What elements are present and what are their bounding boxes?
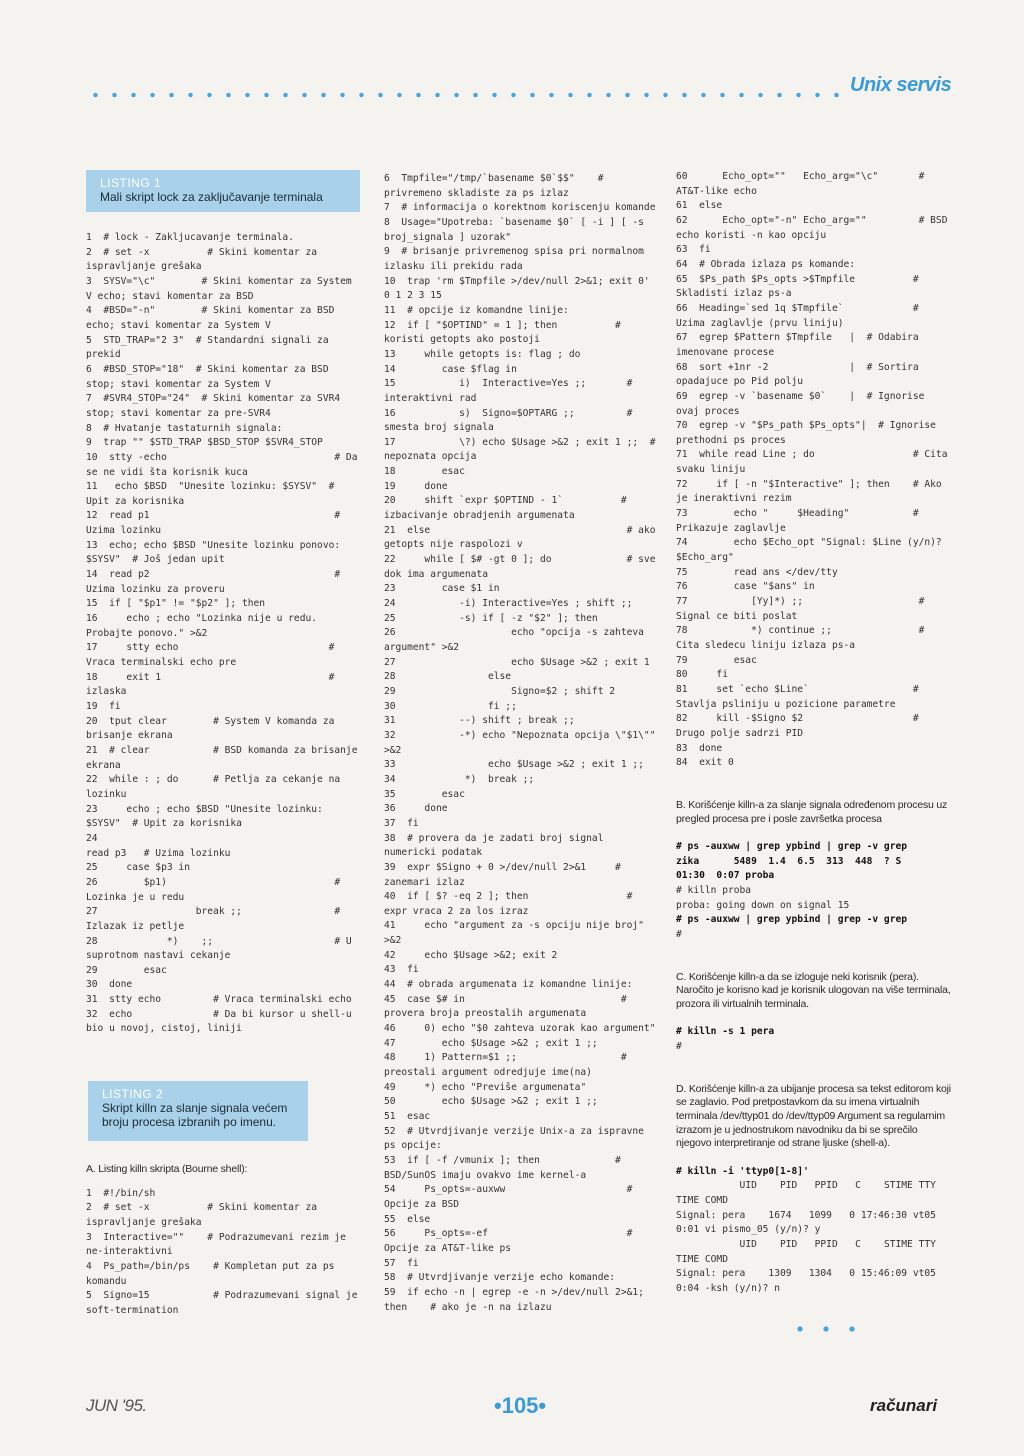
code-line: 4 Ps_path=/bin/ps # Kompletan put za ps komandu	[86, 1260, 341, 1287]
listing-1-code	[86, 231, 364, 1037]
code-line: 13 while getopts is: flag ; do	[384, 348, 581, 360]
page-number: •105•	[494, 1393, 547, 1418]
code-line: 39 expr $Signo + 0 >/dev/null 2>&1 # zanemari izlaz	[384, 861, 627, 888]
code-line: # killn -i 'ttyp0[1-8]'	[676, 1165, 809, 1177]
section-d-text: D. Korišćenje killn-a za ubijanje procesa sa tekst editorom koji se zaglavio. Pod pretpostavkom da su imena virtualnih terminala /dev/ttyp01 do /dev/ttyp09 Argument sa regularnim izrazom je u jednostrukom navodniku da bi se sprečilo njegovo interpretiranje od strane ljuske (shell-a).	[676, 1082, 951, 1150]
code-line: 62 Echo_opt="-n" Echo_arg="" # BSD echo koristi -n kao opciju	[676, 214, 954, 241]
code-line: 22 while : ; do # Petlja za cekanje na lozinku	[86, 774, 346, 800]
code-line: 23 echo ; echo $BSD "Unesite lozinku: $SYSV" # Upit za korisnika	[86, 803, 329, 830]
code-line: 31 --) shift ; break ;;	[384, 715, 575, 727]
listing-2-label: LISTING 2	[102, 1087, 164, 1102]
listing-1-box	[86, 170, 360, 212]
code-line: 73 echo " $Heading" # Prikazuje zaglavlje	[676, 508, 925, 534]
code-line: 37 fi	[384, 817, 419, 829]
code-line: 81 set `echo $Line` # Stavlja psliniju u pozicione parametre	[676, 683, 925, 710]
section-d-code	[676, 1165, 952, 1297]
issue-date: JUN '95.	[86, 1396, 147, 1415]
code-line: # killn -s 1 pera	[676, 1026, 775, 1038]
code-line: 10 stty -echo # Da se ne vidi šta korisnik kuca	[86, 451, 364, 478]
code-line: 30 fi ;;	[384, 700, 517, 712]
code-line: 83 done	[676, 742, 723, 754]
code-line: 47 echo $Usage >&2 ; exit 1 ;;	[384, 1037, 598, 1049]
code-line: 41 echo "argument za -s opciju nije broj" >&2	[384, 920, 650, 947]
code-line: 27 echo $Usage >&2 ; exit 1	[384, 656, 650, 668]
code-line: 84 exit 0	[676, 757, 734, 769]
code-line: 22 while [ $# -gt 0 ]; do # sve dok ima argumenata	[384, 554, 662, 580]
code-line: 28 else	[384, 671, 512, 683]
code-line: Signal: pera 1309 1304 0 15:46:09 vt05 0:04 -ksh (y/n)? n	[676, 1268, 948, 1294]
code-line: 10 trap 'rm $Tmpfile >/dev/null 2>&1; exit 0' 0 1 2 3 15	[384, 275, 656, 302]
column-1	[86, 170, 364, 1319]
code-line: 25 case $p3 in	[86, 862, 190, 874]
code-line: 24 read p3 # Uzima lozinku	[86, 832, 341, 859]
code-line: UID PID PPID C STIME TTY TIME COMD	[676, 1180, 942, 1207]
code-line: 56 Ps_opts=-ef # Opcije za AT&T-like ps	[384, 1228, 639, 1254]
code-line: 26 $p1) # Lozinka je u redu	[86, 876, 346, 903]
code-line: 51 esac	[384, 1111, 431, 1122]
code-line: 21 # clear # BSD komanda za brisanje ekrana	[86, 744, 364, 771]
code-line: 6 Tmpfile="/tmp/`basename $0`$$" # privremeno skladiste za ps izlaz	[384, 173, 610, 199]
code-line: 59 if echo -n | egrep -e -n >/dev/null 2>&1; then # ako je -n na izlazu	[384, 1286, 650, 1313]
code-line: 53 if [ -f /vmunix ]; then # BSD/SunOS imaju ovakvo ime kernel-a	[384, 1154, 627, 1181]
code-line: 69 egrep -v `basename $0` | # Ignorise ovaj proces	[676, 390, 931, 417]
column-2	[384, 172, 662, 1315]
code-line: 60 Echo_opt="" Echo_arg="\c" # AT&T-like echo	[676, 171, 931, 197]
listing-2-code	[86, 1187, 364, 1319]
code-line: 16 s) Signo=$OPTARG ;; # smesta broj signala	[384, 407, 639, 434]
code-line: 27 break ;; # Izlazak iz petlje	[86, 906, 346, 932]
code-line: 16 echo ; echo "Lozinka nije u redu. Probajte ponovo." >&2	[86, 613, 323, 639]
code-line: 2 # set -x # Skini komentar za ispravljanje grešaka	[86, 246, 323, 273]
code-line: zika 5489 1.4 6.5 313 448 ? S 01:30 0:07 proba	[676, 855, 925, 882]
code-line: # ps -auxww | grep ypbind | grep -v grep	[676, 841, 908, 853]
code-line: #	[676, 1041, 682, 1053]
code-line: 76 case "$ans" in	[676, 581, 815, 593]
code-line: 35 esac	[384, 788, 465, 800]
listing-2-code-end	[676, 170, 952, 771]
code-line: 34 *) break ;;	[384, 773, 535, 785]
code-line: 12 if [ "$OPTIND" = 1 ]; then # koristi getopts ako postoji	[384, 319, 627, 346]
code-line: 5 Signo=15 # Podrazumevani signal je soft-termination	[86, 1290, 364, 1316]
code-line: 57 fi	[384, 1257, 419, 1269]
code-line: 30 done	[86, 979, 133, 991]
code-line: 29 Signo=$2 ; shift 2	[384, 685, 616, 697]
section-b-text: B. Korišćenje killn-a za slanje signala određenom procesu uz pregled procesa pre i posle završetka procesa	[676, 798, 948, 825]
code-line: 3 Interactive="" # Podrazumevani rezim je ne-interaktivni	[86, 1231, 352, 1258]
code-line: 80 fi	[676, 669, 728, 681]
listing-2-code-continued	[384, 172, 662, 1315]
end-of-article-dots	[787, 1325, 857, 1333]
code-line: 12 read p1 # Uzima lozinku	[86, 510, 346, 537]
code-line: 3 SYSV="\c" # Skini komentar za System V echo; stavi komentar za BSD	[86, 275, 358, 302]
code-line: 46 0) echo "$0 zahteva uzorak kao argument"	[384, 1023, 656, 1035]
code-line: 72 if [ -n "$Interactive" ]; then # Ako je ineraktivni rezim	[676, 478, 948, 505]
code-line: 63 fi	[676, 244, 711, 256]
code-line: 20 shift `expr $OPTIND - 1` # izbacivanje obradjenih argumenata	[384, 495, 633, 522]
code-line: 77 [Yy]*) ;; # Signal ce biti poslat	[676, 596, 931, 622]
code-line: 65 $Ps_path $Ps_opts >$Tmpfile # Skladisti izlaz ps-a	[676, 273, 925, 300]
code-line: 32 -*) echo "Nepoznata opcija \"$1\"" >&2	[384, 729, 662, 756]
code-line: 7 # informacija o korektnom koriscenju komande	[384, 202, 656, 214]
code-line: 33 echo $Usage >&2 ; exit 1 ;;	[384, 759, 644, 771]
code-line: 7 #SVR4_STOP="24" # Skini komentar za SVR4 stop; stavi komentar za pre-SVR4	[86, 393, 346, 419]
code-line: 71 while read Line ; do # Cita svaku liniju	[676, 449, 954, 476]
code-line: 21 else # ako getopts nije raspolozi v	[384, 524, 662, 551]
code-line: proba: going down on signal 15	[676, 899, 850, 911]
section-c-text: C. Korišćenje killn-a da se izloguje neki korisnik (pera). Naročito je korisno kad je korisnik ulogovan na više terminala, prozora ili virtualnih terminala.	[676, 970, 951, 1010]
code-line: 23 case $1 in	[384, 583, 500, 595]
code-line: 43 fi	[384, 964, 419, 976]
code-line: 28 *) ;; # U suprotnom nastavi cekanje	[86, 935, 358, 962]
code-line: 58 # Utvrdjivanje verzije echo komande:	[384, 1272, 616, 1284]
section-b-code	[676, 840, 952, 943]
code-line: 44 # obrada argumenata iz komandne linije:	[384, 979, 633, 991]
code-line: 45 case $# in # provera broja preostalih argumenata	[384, 993, 633, 1020]
code-line: 26 echo "opcija -s zahteva argument" >&2	[384, 627, 650, 653]
code-line: 78 *) continue ;; # Cita sledecu liniju izlaza ps-a	[676, 625, 931, 651]
code-line: 19 fi	[86, 701, 121, 712]
code-line: 15 if [ "$p1" != "$p2" ]; then	[86, 598, 266, 610]
code-line: Signal: pera 1674 1099 0 17:46:30 vt05 0:01 vi pismo_05 (y/n)? y	[676, 1209, 948, 1236]
code-line: 38 # provera da je zadati broj signal numericki podatak	[384, 832, 610, 859]
code-line: 66 Heading=`sed 1q $Tmpfile` # Uzima zaglavlje (prvu liniju)	[676, 302, 925, 329]
code-line: 9 # brisanje privremenog spisa pri normalnom izlasku ili prekidu rada	[384, 246, 650, 272]
listing-2-box	[88, 1081, 308, 1141]
code-line: 13 echo; echo $BSD "Unesite lozinku ponovo: $SYSV" # Još jedan upit	[86, 539, 346, 566]
code-line: 55 else	[384, 1213, 431, 1225]
code-line: 1 # lock - Zakljucavanje terminala.	[86, 232, 294, 243]
code-line: 61 else	[676, 200, 723, 212]
code-line: # ps -auxww | grep ypbind | grep -v grep	[676, 914, 908, 926]
code-line: 20 tput clear # System V komanda za brisanje ekrana	[86, 715, 341, 742]
code-line: 67 egrep $Pattern $Tmpfile | # Odabira imenovane procese	[676, 332, 925, 358]
section-title: Unix servis	[850, 74, 952, 96]
listing-1-label: LISTING 1	[100, 176, 162, 190]
section-a-heading: A. Listing killn skripta (Bourne shell):	[86, 1163, 248, 1176]
code-line: 24 -i) Interactive=Yes ; shift ;;	[384, 598, 633, 610]
listing-2-caption: Skript killn za slanje signala većem broju procesa izbranih po imenu.	[102, 1101, 288, 1130]
code-line: 8 # Hvatanje tastaturnih signala:	[86, 422, 283, 434]
code-line: 64 # Obrada izlaza ps komande:	[676, 258, 856, 270]
code-line: 49 *) echo "Previše argumenata"	[384, 1081, 587, 1093]
code-line: 8 Usage="Upotreba: `basename $0` [ -i ] [ -s broj_signala ] uzorak"	[384, 216, 650, 243]
code-line: 29 esac	[86, 964, 167, 976]
code-line: 50 echo $Usage >&2 ; exit 1 ;;	[384, 1096, 598, 1108]
code-line: 75 read ans </dev/tty	[676, 566, 838, 578]
code-line: 4 #BSD="-n" # Skini komentar za BSD echo; stavi komentar za System V	[86, 305, 341, 331]
code-line: 11 # opcije iz komandne linije:	[384, 304, 569, 316]
code-line: 1 #!/bin/sh	[86, 1187, 156, 1199]
listing-1-caption: Mali skript lock za zaključavanje terminala	[100, 190, 323, 204]
code-line: 36 done	[384, 803, 448, 815]
magazine-name: računari	[870, 1396, 938, 1415]
code-line: 32 echo # Da bi kursor u shell-u bio u novoj, cistoj, liniji	[86, 1008, 358, 1035]
header-dot-rule	[86, 91, 846, 99]
code-line: 19 done	[384, 480, 448, 492]
code-line: 79 esac	[676, 654, 757, 666]
code-line: 9 trap "" $STD_TRAP $BSD_STOP $SVR4_STOP	[86, 437, 323, 449]
code-line: 74 echo $Echo_opt "Signal: $Line (y/n)? $Echo_arg"	[676, 537, 948, 564]
code-line: 2 # set -x # Skini komentar za ispravljanje grešaka	[86, 1202, 323, 1228]
code-line: #	[676, 929, 682, 941]
column-3	[676, 170, 952, 1297]
code-line: 70 egrep -v "$Ps_path $Ps_opts"| # Ignorise prethodni ps proces	[676, 420, 942, 446]
code-line: 11 echo $BSD "Unesite lozinku: $SYSV" # Upit za korisnika	[86, 481, 341, 507]
code-line: 40 if [ $? -eq 2 ]; then # expr vraca 2 za los izraz	[384, 891, 639, 917]
code-line: 5 STD_TRAP="2 3" # Standardni signali za prekid	[86, 334, 335, 361]
section-c-code	[676, 1025, 952, 1054]
code-line: 18 exit 1 # izlaska	[86, 671, 341, 698]
code-line: 42 echo $Usage >&2; exit 2	[384, 949, 558, 961]
code-line: 15 i) Interactive=Yes ;; # interaktivni rad	[384, 378, 639, 404]
code-line: 82 kill -$Signo $2 # Drugo polje sadrzi PID	[676, 713, 925, 739]
code-line: 6 #BSD_STOP="18" # Skini komentar za BSD stop; stavi komentar za System V	[86, 363, 335, 390]
code-line: 18 esac	[384, 466, 465, 478]
code-line: 25 -s) if [ -z "$2" ]; then	[384, 612, 598, 624]
code-line: 14 case $flag in	[384, 363, 517, 375]
code-line: UID PID PPID C STIME TTY TIME COMD	[676, 1239, 942, 1265]
code-line: 31 stty echo # Vraca terminalski echo	[86, 994, 352, 1006]
code-line: 52 # Utvrdjivanje verzije Unix-a za ispravne ps opcije:	[384, 1125, 650, 1152]
code-line: 14 read p2 # Uzima lozinku za proveru	[86, 569, 346, 595]
code-line: # killn proba	[676, 885, 752, 897]
code-line: 17 stty echo # Vraca terminalski echo pre	[86, 642, 341, 669]
code-line: 17 \?) echo $Usage >&2 ; exit 1 ;; # nepoznata opcija	[384, 436, 662, 463]
code-line: 54 Ps_opts=-auxww # Opcije za BSD	[384, 1184, 639, 1210]
code-line: 48 1) Pattern=$1 ;; # preostali argument odredjuje ime(na)	[384, 1052, 633, 1079]
code-line: 68 sort +1nr -2 | # Sortira opadajuce po Pid polju	[676, 361, 925, 388]
